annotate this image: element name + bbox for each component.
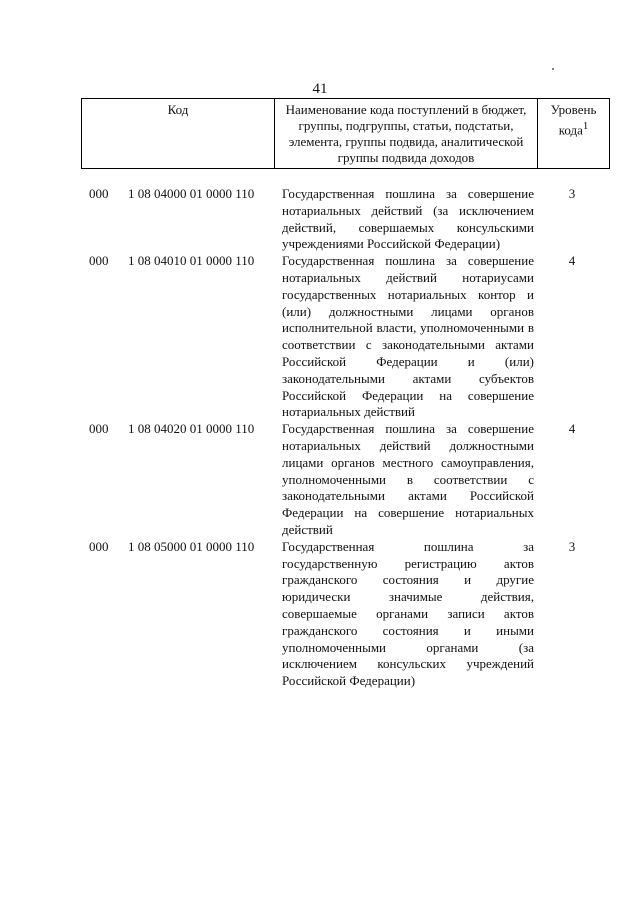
scan-speck — [552, 68, 554, 70]
revenue-name: Государственная пошлина за совершение нотариальных действий (за исключением действий, совершаемых консульскими учреждениями Российской Федерации) — [282, 186, 534, 252]
table-row — [0, 186, 640, 253]
table-header — [81, 98, 610, 169]
revenue-name: Государственная пошлина за совершение нотариальных действий нотариусами государственных нотариальных контор и (или) должностными лицами органов исполнительной власти, уполномоченными в соответствии с законодательными актами Российской Федерации и (или) законодательными актами субъектов Российской Федерации на совершение нотариальных действий — [282, 253, 534, 420]
code-level: 4 — [568, 253, 576, 269]
revenue-code: 1 08 04000 01 0000 110 — [128, 186, 255, 201]
header-level — [538, 99, 610, 169]
header-level-label: Уровень кода — [550, 102, 597, 138]
revenue-code: 1 08 04020 01 0000 110 — [128, 421, 255, 437]
admin-code: 000 — [89, 538, 109, 554]
code-level: 3 — [568, 538, 576, 554]
page-number: 41 — [312, 81, 328, 97]
admin-code: 000 — [89, 186, 109, 201]
header-code: Код — [82, 99, 275, 169]
table-row — [0, 421, 640, 539]
code-level: 4 — [568, 421, 576, 437]
header-name: Наименование кода поступлений в бюджет, группы, подгруппы, статьи, подстатьи, элемента, группы подвида, аналитической группы подвида доходов — [275, 99, 538, 169]
revenue-name: Государственная пошлина за государственную регистрацию актов гражданского состояния и другие юридически значимые действия, совершаемые органами записи актов гражданского состояния и иными уполномоченными органами (за исключением консульских учреждений Российской Федерации) — [282, 538, 534, 689]
revenue-code: 1 08 04010 01 0000 110 — [128, 253, 255, 269]
admin-code: 000 — [89, 253, 109, 269]
code-level: 3 — [568, 186, 576, 201]
table-row — [0, 253, 640, 421]
table-body — [0, 186, 640, 690]
admin-code: 000 — [89, 421, 109, 437]
revenue-code: 1 08 05000 01 0000 110 — [128, 538, 255, 554]
header-level-footnote: 1 — [582, 120, 589, 132]
revenue-name: Государственная пошлина за совершение нотариальных действий должностными лицами органов местного самоуправления, уполномоченными в соответствии с законодательными актами Российской Федерации на совершение нотариальных действий — [282, 421, 534, 537]
table-row — [0, 539, 640, 690]
